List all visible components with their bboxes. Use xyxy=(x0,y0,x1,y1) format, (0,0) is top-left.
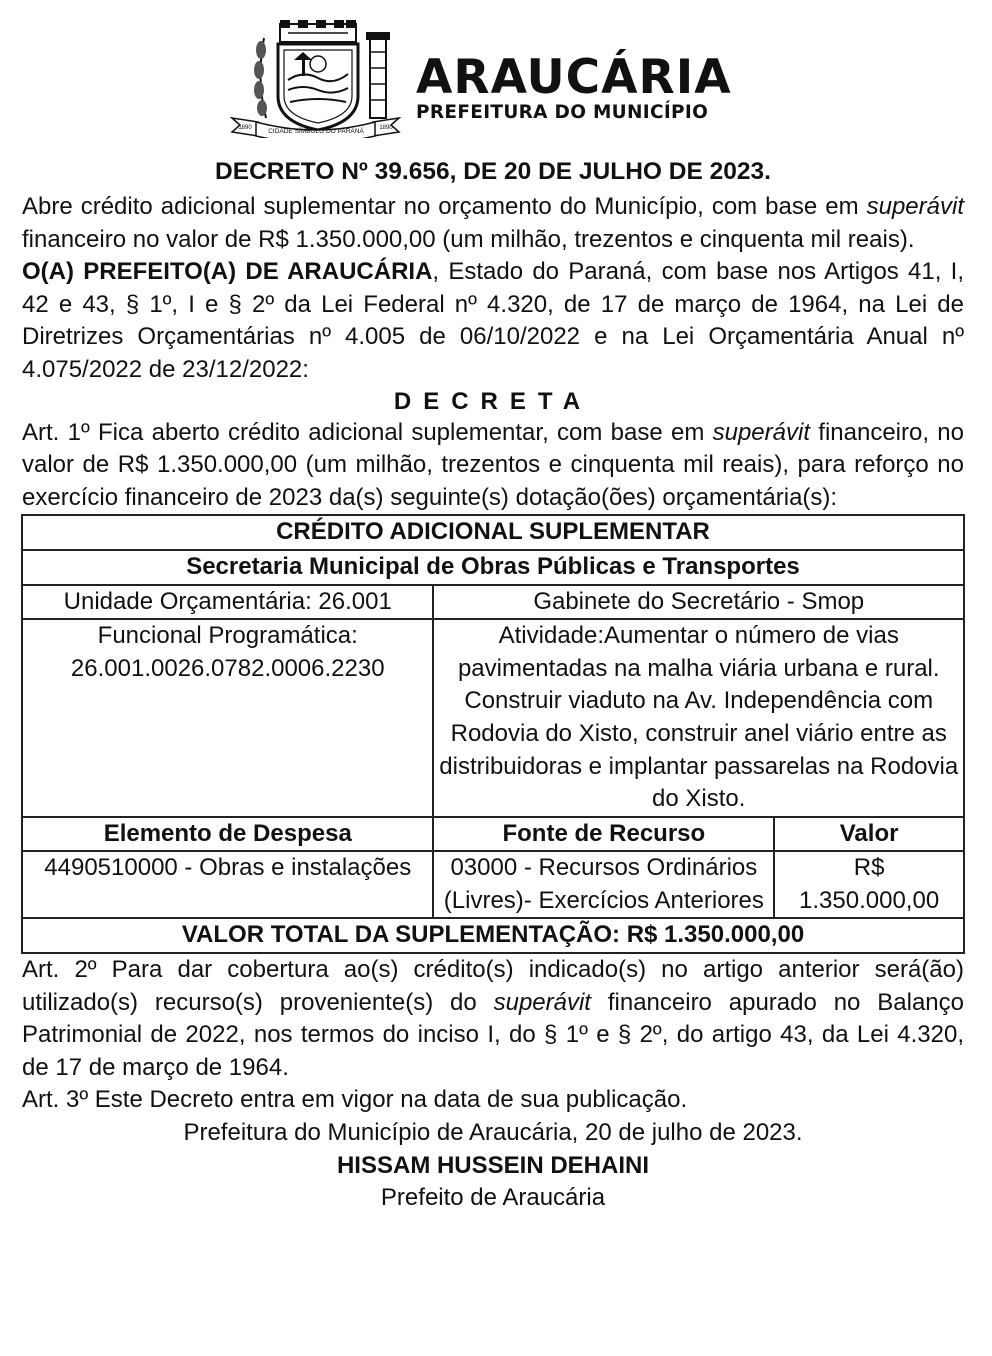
table-row xyxy=(22,585,964,620)
ementa-text-2: financeiro no valor de R$ 1.350.000,00 (um milhão, trezentos e cinquenta mil reais). xyxy=(22,225,915,253)
row-fonte: 03000 - Recursos Ordinários (Livres)- Exercícios Anteriores xyxy=(433,851,774,918)
art2-text-2: financeiro apurado no Balanço Patrimonial de 2022, nos termos do inciso I, do § 1º e § 2º, do artigo 43, da Lei 4.320, de 17 de março de 1964. xyxy=(22,988,964,1081)
row-valor-amount: 1.350.000,00 xyxy=(799,886,940,914)
unidade-label: Unidade Orçamentária: 26.001 xyxy=(22,585,433,620)
art1-italic: superávit xyxy=(712,418,810,446)
credit-table xyxy=(21,514,965,954)
article-1 xyxy=(22,417,964,515)
place-date: Prefeitura do Município de Araucária, 20 de julho de 2023. xyxy=(183,1119,803,1147)
decreta-heading: DECRETA xyxy=(393,387,593,415)
atividade-cell: Atividade:Aumentar o número de vias pavimentadas na malha viária urbana e rural. Construir viaduto na Av. Independência com Rodovia do Xisto, construir anel viário entre as distribuidoras e implantar passarelas na Rodovia do Xisto. xyxy=(433,619,964,817)
col-elemento-header: Elemento de Despesa xyxy=(22,817,433,852)
funcional-label: Funcional Programática: xyxy=(97,622,358,650)
table-row xyxy=(22,918,964,953)
col-fonte-header: Fonte de Recurso xyxy=(433,817,774,852)
art1-text-1: Art. 1º Fica aberto crédito adicional suplementar, com base em xyxy=(22,418,713,446)
brand-name: ARAUCÁRIA xyxy=(416,50,732,105)
decree-ementa xyxy=(22,191,964,256)
row-valor xyxy=(774,851,964,918)
preamble-rest: , Estado do Paraná, com base nos Artigos 41, I, 42 e 43, § 1º, I e § 2º da Lei Federal nº 4.320, de 17 de março de 1964, na Lei de Diretrizes Orçamentárias nº 4.005 de 06/10/2022 e na Lei Orçamentária Anual nº 4.075/2022 de 23/12/2022: xyxy=(22,258,964,383)
row-elemento: 4490510000 - Obras e instalações xyxy=(22,851,433,918)
table-row xyxy=(22,619,964,817)
ementa-text-1: Abre crédito adicional suplementar no orçamento do Município, com base em xyxy=(22,193,867,220)
art2-italic: superávit xyxy=(493,988,591,1016)
header xyxy=(228,18,768,140)
funcional-code: 26.001.0026.0782.0006.2230 xyxy=(70,654,385,682)
crest-ribbon-text: CIDADE SÍMBOLO DO PARANÁ xyxy=(268,128,364,135)
table-secretaria: Secretaria Municipal de Obras Públicas e Transportes xyxy=(22,550,964,585)
article-2 xyxy=(22,954,964,1084)
crest-year-left: 1890 xyxy=(238,125,252,131)
funcional-cell xyxy=(22,619,433,817)
row-valor-currency: R$ xyxy=(853,854,885,882)
unidade-desc: Gabinete do Secretário - Smop xyxy=(433,585,964,620)
crest-year-right: 1890 xyxy=(379,125,393,131)
decree-preamble xyxy=(22,256,964,386)
table-title: CRÉDITO ADICIONAL SUPLEMENTAR xyxy=(22,515,964,550)
preamble-bold: O(A) PREFEITO(A) DE ARAUCÁRIA xyxy=(22,258,433,286)
municipal-crest-icon xyxy=(228,18,403,138)
signer-name: HISSAM HUSSEIN DEHAINI xyxy=(336,1151,650,1179)
brand xyxy=(416,50,732,124)
table-row xyxy=(22,817,964,852)
brand-subtitle: PREFEITURA DO MUNICÍPIO xyxy=(416,102,709,123)
article-3: Art. 3º Este Decreto entra em vigor na data de sua publicação. xyxy=(22,1086,688,1114)
art1-text-2: financeiro, no valor de R$ 1.350.000,00 (um milhão, trezentos e cinquenta mil reais), para reforço no exercício financeiro de 2023 da(s) seguinte(s) dotação(ões) orçamentária(s): xyxy=(22,418,964,511)
col-valor-header: Valor xyxy=(774,817,964,852)
ementa-italic: superávit xyxy=(866,193,964,220)
table-row xyxy=(22,515,964,550)
art2-text-1: Art. 2º Para dar cobertura ao(s) crédito(s) indicado(s) no artigo anterior será(ão) utilizado(s) recurso(s) proveniente(s) do xyxy=(22,956,964,1016)
table-total: VALOR TOTAL DA SUPLEMENTAÇÃO: R$ 1.350.000,00 xyxy=(22,918,964,953)
decree-content xyxy=(22,157,964,1215)
decree-title: DECRETO Nº 39.656, DE 20 DE JULHO DE 2023. xyxy=(215,158,771,185)
table-row xyxy=(22,550,964,585)
table-row xyxy=(22,851,964,918)
signer-role: Prefeito de Araucária xyxy=(380,1184,606,1212)
